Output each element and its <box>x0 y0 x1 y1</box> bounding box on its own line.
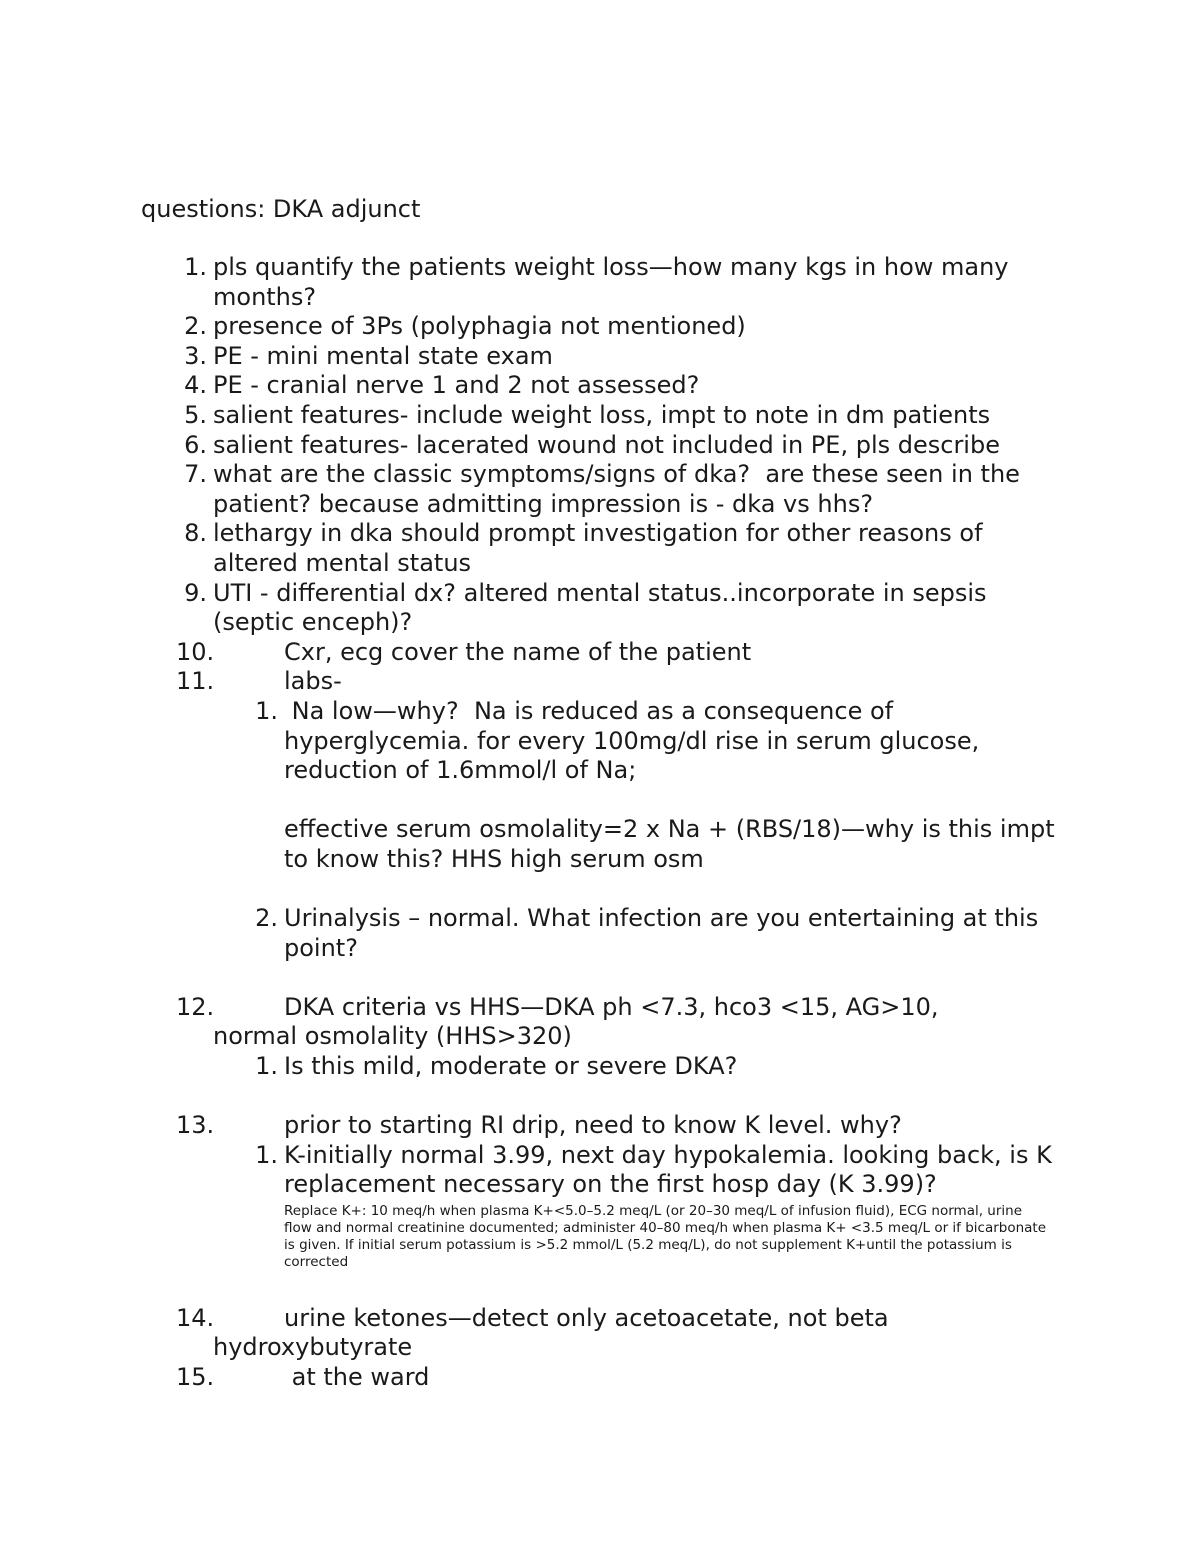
list-item <box>0 993 1200 1023</box>
list-item <box>0 342 1200 372</box>
list-number: 4. <box>184 371 207 400</box>
list-number: 6. <box>184 430 207 459</box>
spacer <box>284 874 1074 904</box>
list-number: 13. <box>176 1111 215 1140</box>
sub-list-number: 1. <box>255 696 278 725</box>
list-number: 1. <box>184 253 207 281</box>
list-text: salient features- include weight loss, impt to note in dm patients <box>213 400 991 429</box>
list-text: UTI - differential dx? altered mental status..incorporate in sepsis (septic enceph)? <box>213 578 987 637</box>
list-number: 7. <box>184 460 207 489</box>
spacer <box>0 1082 1200 1112</box>
list-item <box>0 579 1200 638</box>
list-item <box>0 431 1200 461</box>
sub-list-text: K-initially normal 3.99, next day hypokalemia. looking back, is K replacement necessary on the first hosp day (K 3.99)? <box>284 1140 1052 1199</box>
list-text: PE - cranial nerve 1 and 2 not assessed? <box>213 371 700 400</box>
sub-list-number: 2. <box>255 904 278 933</box>
list-text: pls quantify the patients weight loss—how many kgs in how many months? <box>213 253 1009 311</box>
list-number: 9. <box>184 578 207 607</box>
sub-list-item <box>0 1141 1200 1274</box>
list-item <box>0 1304 1200 1334</box>
list-item <box>0 460 1200 519</box>
page-title: questions: DKA adjunct <box>141 195 421 223</box>
sub-list-text-extra: effective serum osmolality=2 x Na + (RBS/18)—why is this impt to know this? HHS high serum osm <box>284 815 1055 873</box>
spacer <box>284 786 1074 816</box>
sub-list-text: Urinalysis – normal. What infection are you entertaining at this point? <box>284 904 1039 962</box>
list-text: urine ketones—detect only acetoacetate, not beta <box>284 1303 889 1332</box>
spacer <box>0 963 1200 993</box>
list-number: 11. <box>176 667 215 696</box>
list-text: Cxr, ecg cover the name of the patient <box>284 637 752 666</box>
sub-list-number: 1. <box>255 1140 278 1169</box>
list-item <box>0 312 1200 342</box>
list-item <box>0 1111 1200 1141</box>
sub-list-content <box>284 697 1074 904</box>
sub-list-item <box>0 697 1200 904</box>
list-item <box>0 1363 1200 1393</box>
list-number: 15. <box>176 1362 215 1391</box>
list-text: salient features- lacerated wound not included in PE, pls describe <box>213 430 1000 459</box>
list-number: 3. <box>184 341 207 370</box>
list-item <box>0 401 1200 431</box>
list-number: 14. <box>176 1303 215 1332</box>
question-list <box>0 253 1200 1392</box>
sub-list-text: Is this mild, moderate or severe DKA? <box>284 1052 738 1081</box>
spacer <box>0 1274 1200 1304</box>
list-text: labs- <box>284 667 342 696</box>
list-number: 2. <box>184 312 207 341</box>
list-number: 10. <box>176 637 215 666</box>
list-text: what are the classic symptoms/signs of dka? are these seen in the patient? because admitting impression is - dka vs hhs? <box>213 460 1028 518</box>
list-number: 5. <box>184 400 207 429</box>
sub-list-content <box>284 1141 1074 1274</box>
list-item <box>0 667 1200 697</box>
list-text: at the ward <box>284 1362 430 1391</box>
sub-list-item <box>0 1052 1200 1082</box>
list-text-continuation: normal osmolality (HHS>320) <box>213 1022 572 1051</box>
list-text-continuation: hydroxybutyrate <box>213 1333 413 1362</box>
sub-list-text: Na low—why? Na is reduced as a consequence of hyperglycemia. for every 100mg/dl rise in serum glucose, reduction of 1.6mmol/l of Na; <box>284 696 987 785</box>
list-text: lethargy in dka should prompt investigation for other reasons of altered mental status <box>213 519 983 577</box>
list-number: 8. <box>184 519 207 548</box>
potassium-note: Replace K+: 10 meq/h when plasma K+<5.0–5.2 meq/L (or 20–30 meq/L of infusion fluid), ECG normal, urine flow and normal creatinine documented; administer 40–80 meq/h when plasma K+ <3.5 meq/L or if bicarbonate is given. If initial serum potassium is >5.2 mmol/L (5.2 meq/L), do not supplement K+until the potassium is corrected <box>284 1203 1047 1270</box>
sub-list-number: 1. <box>255 1052 278 1081</box>
list-text: PE - mini mental state exam <box>213 341 553 370</box>
list-item <box>0 371 1200 401</box>
list-text: presence of 3Ps (polyphagia not mentioned) <box>213 312 746 341</box>
list-item <box>0 638 1200 668</box>
list-item <box>0 253 1200 312</box>
list-item <box>0 519 1200 578</box>
list-text: DKA criteria vs HHS—DKA ph <7.3, hco3 <15, AG>10, <box>284 992 939 1021</box>
list-text: prior to starting RI drip, need to know K level. why? <box>284 1111 902 1140</box>
list-number: 12. <box>176 992 215 1021</box>
sub-list-item <box>0 904 1200 963</box>
